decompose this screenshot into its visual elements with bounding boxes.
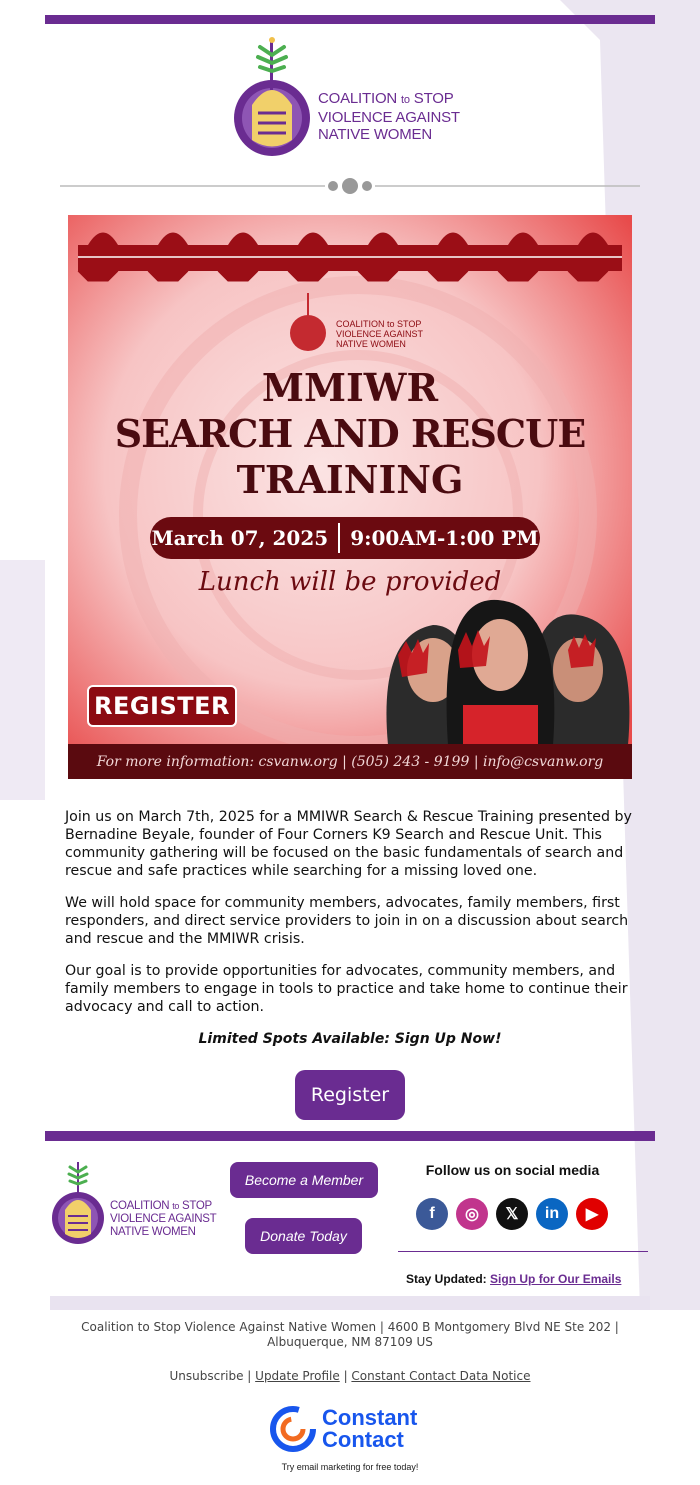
become-member-button[interactable]: Become a Member [230,1162,378,1198]
event-description [65,808,640,1030]
footer-logo-text: COALITION to STOP VIOLENCE AGAINST NATIVE WOMEN [110,1200,217,1238]
x-icon[interactable]: 𝕏 [496,1198,528,1230]
flyer-register-button[interactable]: REGISTER [87,685,237,727]
flyer-title-line3: TRAINING [236,457,464,502]
instagram-icon[interactable]: ◎ [456,1198,488,1230]
dots-divider [60,178,640,194]
description-paragraph-1: Join us on March 7th, 2025 for a MMIWR Search & Rescue Training presented by Bernadine Beyale, founder of Four Corners K9 Search and Rescue Unit. This community gathering will be focused on the basic fundamentals of search and rescue and safe practices while searching for a missing loved one. [65,809,632,879]
update-profile-link[interactable]: Update Profile [255,1369,340,1383]
event-time: 9:00AM-1:00 PM [350,526,539,550]
stay-updated [406,1272,621,1286]
facebook-icon[interactable]: f [416,1198,448,1230]
event-flyer[interactable] [68,215,632,779]
linkedin-icon[interactable]: in [536,1198,568,1230]
date-time-pill [150,517,540,559]
footer-accent-bar [45,1131,655,1141]
register-button[interactable]: Register [295,1070,405,1120]
flyer-mini-logo: COALITION to STOP VIOLENCE AGAINST NATIVE WOMEN [336,319,424,349]
description-paragraph-2: We will hold space for community members, advocates, family members, first responders, and direct service providers to join in on a discussion about search and rescue and the MMIWR crisis. [65,895,629,947]
footer-links: Unsubscribe | Update Profile | Constant Contact Data Notice [169,1369,531,1383]
social-divider [398,1251,648,1252]
data-notice-link[interactable]: Constant Contact Data Notice [351,1369,531,1383]
mailing-address: Coalition to Stop Violence Against Native Women | 4600 B Montgomery Blvd NE Ste 202 | Albuquerque, NM 87109 US [81,1320,619,1349]
flyer-title-line2: SEARCH AND RESCUE [114,411,586,456]
youtube-icon[interactable]: ▶ [576,1198,608,1230]
limited-spots-note: Limited Spots Available: Sign Up Now! [198,1031,502,1047]
donate-button[interactable]: Donate Today [245,1218,362,1254]
social-icons [416,1198,608,1230]
description-paragraph-3: Our goal is to provide opportunities for advocates, community members, and family members to engage in tools to practice and take home to continue their advocacy and call to action. [65,963,628,1015]
signup-emails-link[interactable]: Sign Up for Our Emails [490,1272,622,1286]
lunch-note: Lunch will be provided [198,567,502,597]
header-logo-text: COALITION to STOP VIOLENCE AGAINST NATIVE WOMEN [318,90,460,143]
follow-label: Follow us on social media [425,1162,600,1178]
constant-contact-tagline[interactable]: Try email marketing for free today! [281,1462,419,1472]
date-separator [338,523,340,553]
event-date: March 07, 2025 [151,526,329,550]
constant-contact-logo-text[interactable]: Constant Contact [322,1405,418,1452]
stay-updated-label: Stay Updated: [406,1272,487,1286]
unsubscribe-link[interactable]: Unsubscribe [169,1369,244,1383]
flyer-title-line1: MMIWR [261,365,439,410]
women-illustration [378,595,632,745]
flyer-info-bar: For more information: csvanw.org | (505) 243 - 9199 | info@csvanw.org [68,744,632,779]
top-accent-bar [45,15,655,24]
